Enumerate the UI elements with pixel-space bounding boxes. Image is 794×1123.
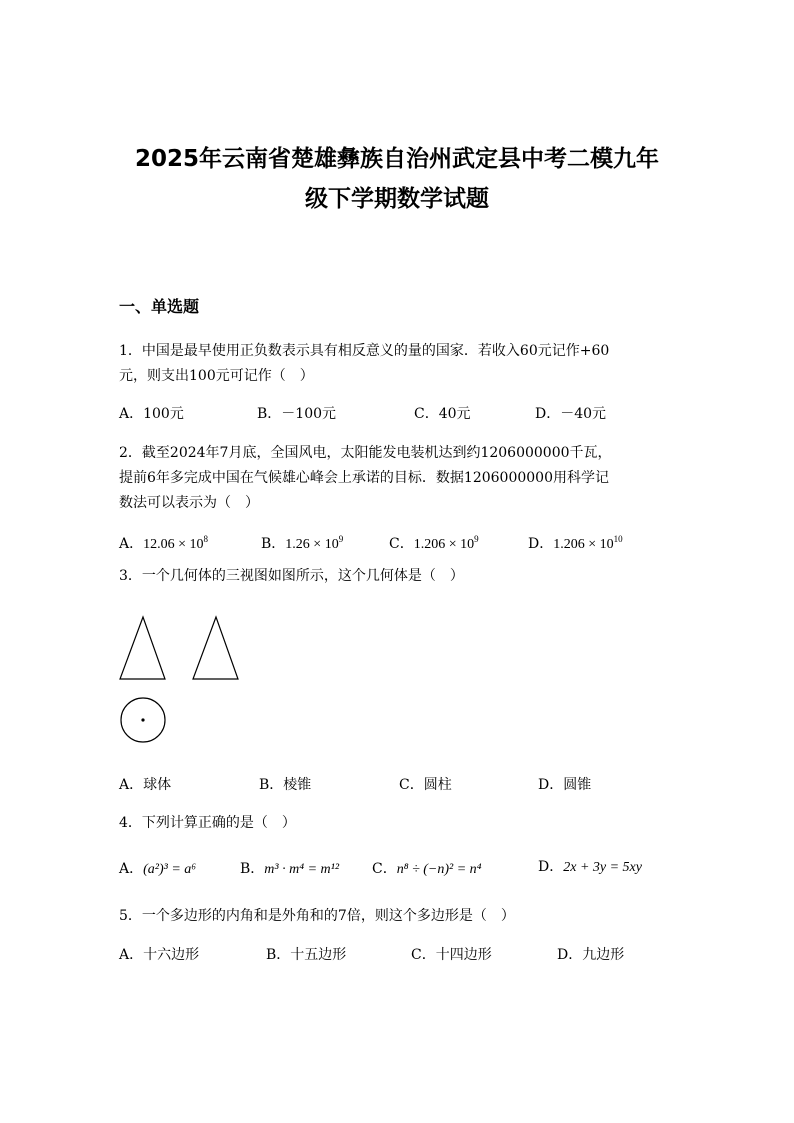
question-3: 3．一个几何体的三视图如图所示，这个几何体是（ ） xyxy=(119,568,464,584)
q1-option-a: A．100元 xyxy=(119,406,184,422)
q1-option-c: C．40元 xyxy=(414,406,471,422)
q5-option-c: C．十四边形 xyxy=(411,947,492,963)
q2-option-a-math: $12.06 \times 10^8$ xyxy=(143,534,209,552)
q2-option-d-math: $1.206 \times 10^{10}$ xyxy=(553,534,623,552)
q4-option-a-math: (a²)³ = a⁶ xyxy=(143,862,197,877)
q3-option-b: B．棱锥 xyxy=(259,777,312,793)
q4-option-d xyxy=(538,857,642,878)
q5-option-b: B．十五边形 xyxy=(266,947,347,963)
q2-option-a xyxy=(119,529,208,555)
q4-option-b xyxy=(240,859,339,880)
q4-option-a-label: A． xyxy=(119,861,144,877)
q4-option-c xyxy=(372,859,482,880)
q1-option-b: B．－100元 xyxy=(257,406,337,422)
q4-option-b-label: B． xyxy=(240,861,265,877)
q3-option-d: D．圆锥 xyxy=(538,777,592,793)
question-4: 4．下列计算正确的是（ ） xyxy=(119,815,296,831)
q2-option-c-label: C． xyxy=(389,536,414,552)
q2-option-d xyxy=(528,529,623,555)
q4-option-c-math: n⁸ ÷ (−n)² = n⁴ xyxy=(396,862,482,877)
top-view-center-dot xyxy=(141,718,144,721)
q2-option-d-label: D． xyxy=(528,536,554,552)
question-2-line2: 提前6年多完成中国在气候雄心峰会上承诺的目标．数据1206000000用科学记 xyxy=(119,470,609,486)
q4-option-b-math: m³ · m⁴ = m¹² xyxy=(264,862,340,877)
q2-option-b xyxy=(261,529,343,555)
document-title-line2: 级下学期数学试题 xyxy=(305,186,489,212)
q3-option-c: C．圆柱 xyxy=(399,777,452,793)
side-view-triangle xyxy=(193,617,238,679)
q4-option-d-label: D． xyxy=(538,859,564,875)
q1-option-d: D．－40元 xyxy=(535,406,607,422)
front-view-triangle xyxy=(120,617,165,679)
q2-option-b-math: $1.26 \times 10^9$ xyxy=(285,534,344,552)
question-5: 5．一个多边形的内角和是外角和的7倍，则这个多边形是（ ） xyxy=(119,908,515,924)
q2-option-c xyxy=(389,529,479,555)
q4-option-a xyxy=(119,859,196,880)
q2-option-a-label: A． xyxy=(119,536,144,552)
document-title-line1: 2025年云南省楚雄彝族自治州武定县中考二模九年 xyxy=(134,146,659,172)
q2-option-b-label: B． xyxy=(261,536,286,552)
q3-option-a: A．球体 xyxy=(119,777,172,793)
q4-option-c-label: C． xyxy=(372,861,397,877)
q5-option-d: D．九边形 xyxy=(557,947,625,963)
question-1-line1: 1．中国是最早使用正负数表示具有相反意义的量的国家．若收入60元记作+60 xyxy=(119,343,610,359)
question-1-line2: 元，则支出100元可记作（ ） xyxy=(119,368,314,384)
question-1 xyxy=(119,339,679,389)
q4-option-d-math: 2x + 3y = 5xy xyxy=(563,860,642,875)
question-2 xyxy=(119,441,679,516)
q2-option-c-math: $1.206 \times 10^9$ xyxy=(413,534,479,552)
question-2-line1: 2．截至2024年7月底，全国风电，太阳能发电装机达到约1206000000千瓦， xyxy=(119,445,612,461)
section-heading-single-choice: 一、单选题 xyxy=(119,297,200,316)
q5-option-a: A．十六边形 xyxy=(119,947,200,963)
three-view-figure xyxy=(112,608,252,748)
question-2-line3: 数法可以表示为（ ） xyxy=(119,495,259,511)
